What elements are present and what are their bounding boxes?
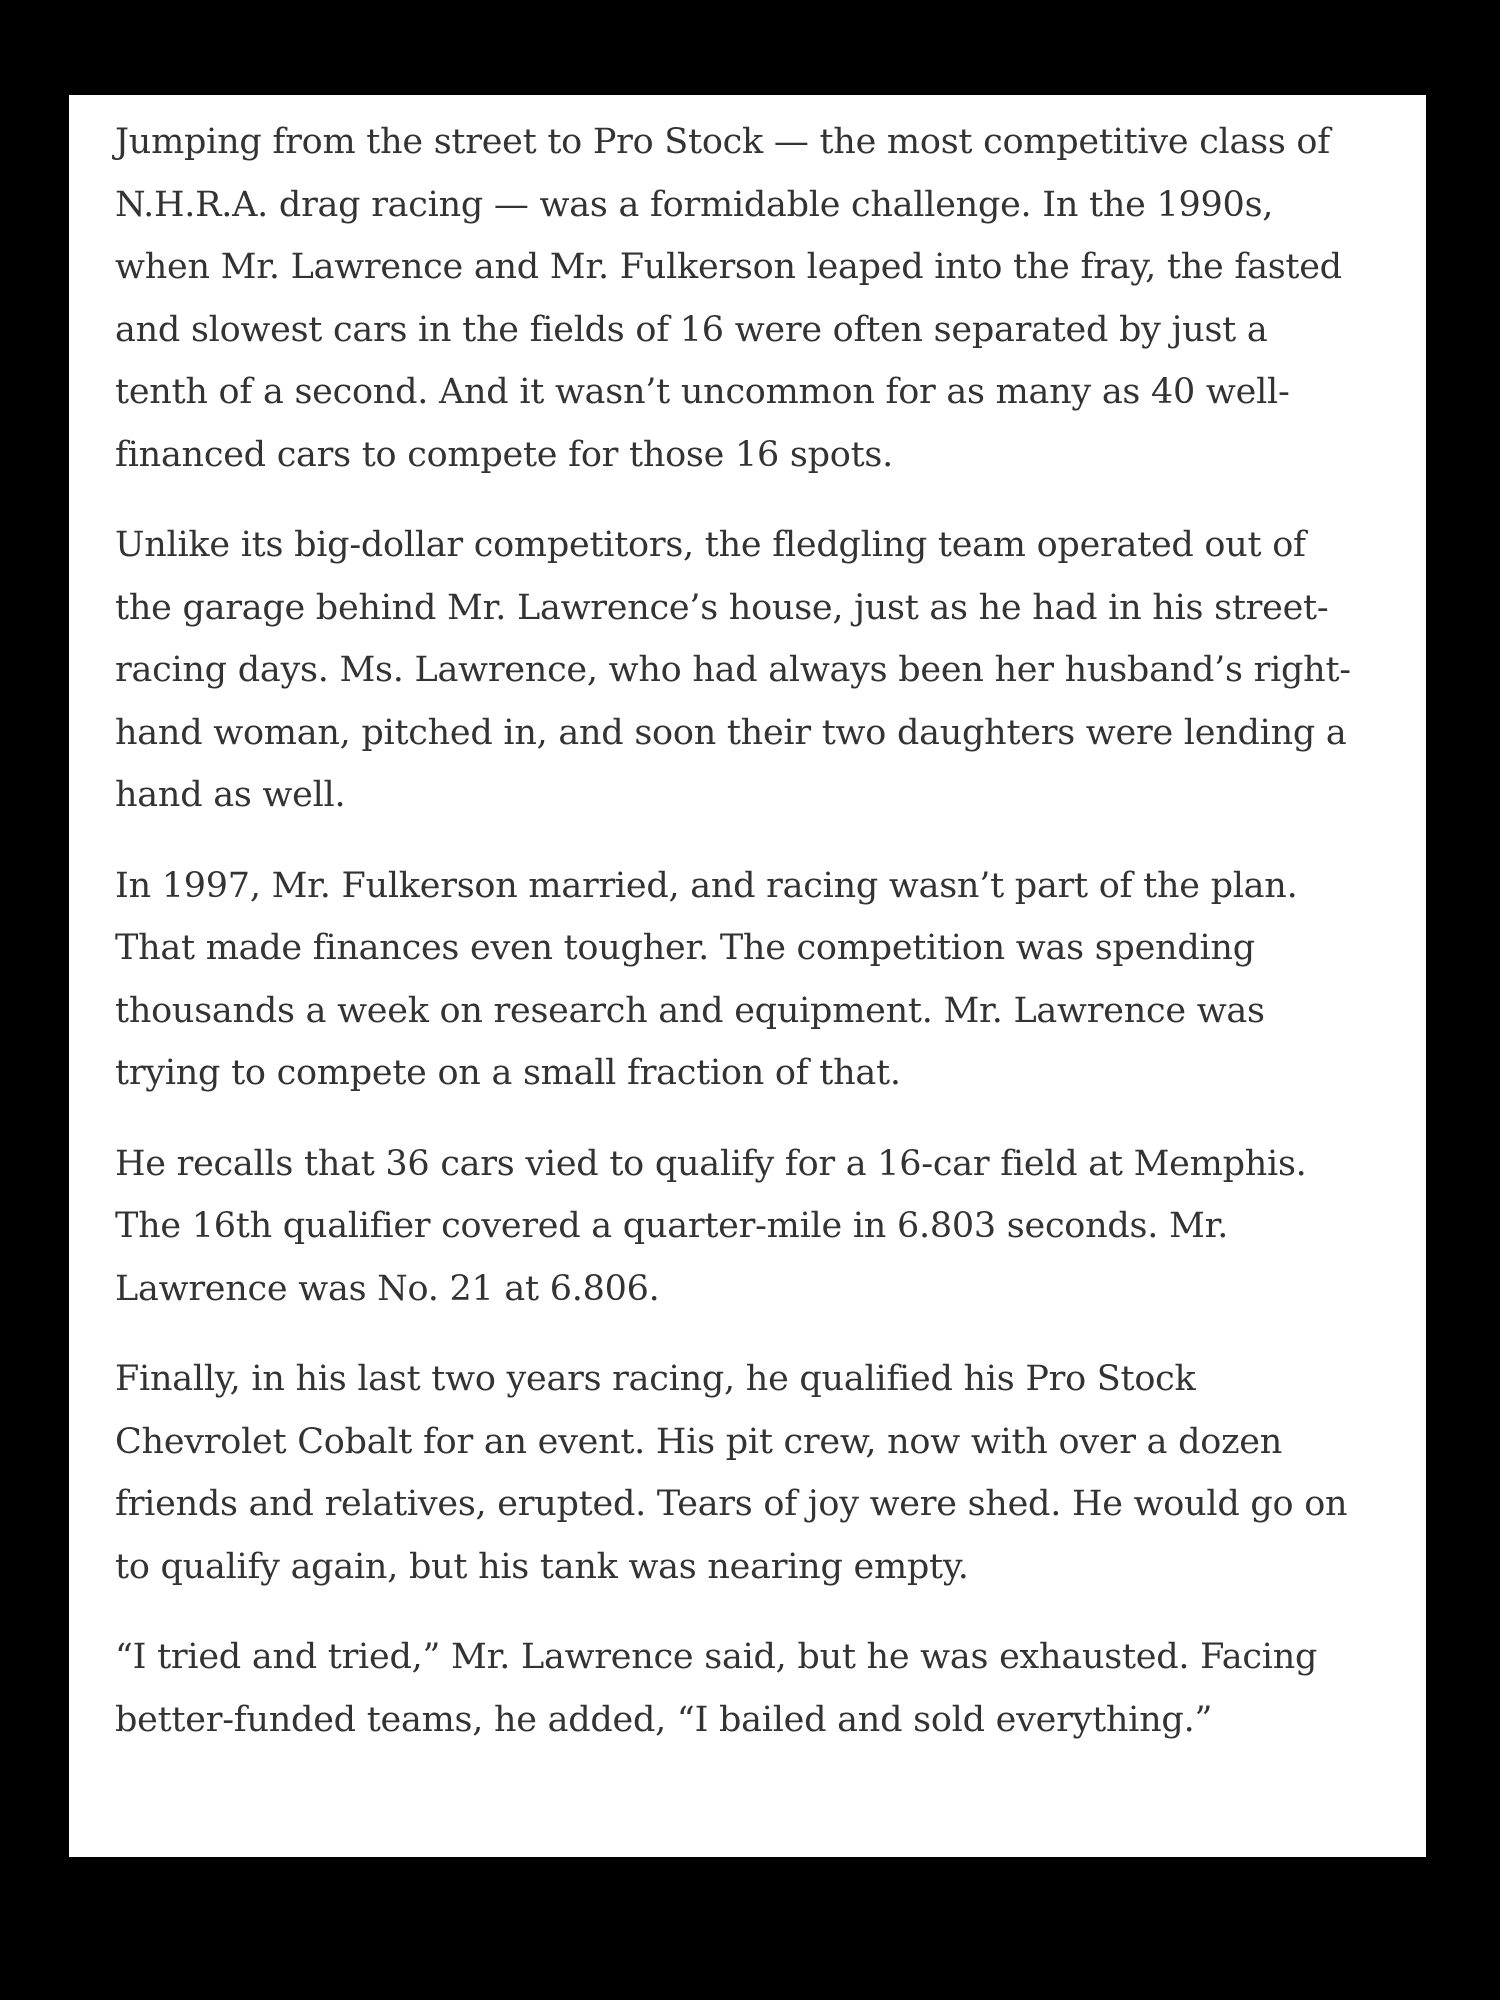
article-paragraph-1: Jumping from the street to Pro Stock — the most competitive class of N.H.R.A. drag racing — was a formidable challenge. In the 1990s, when Mr. Lawrence and Mr. Fulkerson leaped into the fray, the fasted and slowest cars in the fields of 16 were often separated by just a tenth of a second. And it wasn’t uncommon for as many as 40 well-financed cars to compete for those 16 spots. (115, 122, 1342, 475)
article-paragraph-2: Unlike its big-dollar competitors, the fledgling team operated out of the garage behind Mr. Lawrence’s house, just as he had in his street-racing days. Ms. Lawrence, who had always been her husband’s right-hand woman, pitched in, and soon their two daughters were lending a hand as well. (115, 525, 1351, 815)
article-paragraph-3: In 1997, Mr. Fulkerson married, and racing wasn’t part of the plan. That made finances even tougher. The competition was spending thousands a week on research and equipment. Mr. Lawrence was trying to compete on a small fraction of that. (115, 865, 1298, 1093)
article-paragraph-5: Finally, in his last two years racing, he qualified his Pro Stock Chevrolet Cobalt for an event. His pit crew, now with over a dozen friends and relatives, erupted. Tears of joy were shed. He would go on to qualify again, but his tank was nearing empty. (115, 1359, 1348, 1587)
article-paragraph-6: “I tried and tried,” Mr. Lawrence said, but he was exhausted. Facing better-funded teams, he added, “I bailed and sold everything.” (115, 1637, 1318, 1740)
article-paragraph-4: He recalls that 36 cars vied to qualify for a 16-car field at Memphis. The 16th qualifier covered a quarter-mile in 6.803 seconds. Mr. Lawrence was No. 21 at 6.806. (115, 1143, 1307, 1309)
article-page (69, 95, 1426, 1857)
